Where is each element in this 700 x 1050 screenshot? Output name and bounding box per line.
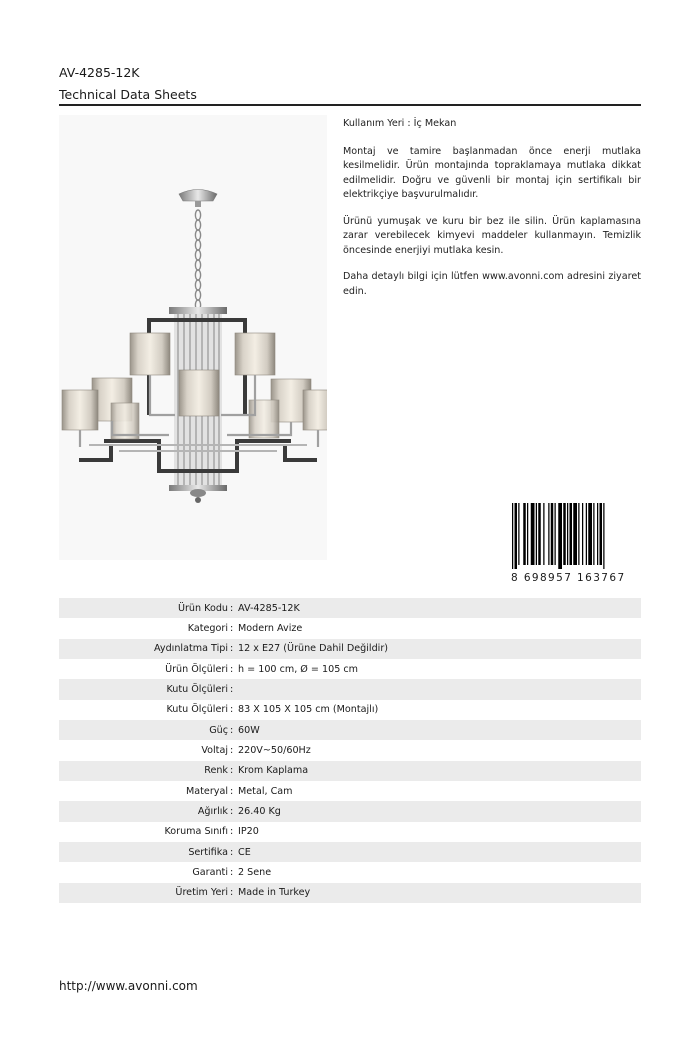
spec-label: Aydınlatma Tipi [154,643,228,655]
spec-label: Voltaj [201,745,228,757]
spec-separator: : [230,887,234,899]
spec-value: 26.40 Kg [238,806,281,818]
usage-info [343,117,641,311]
barcode-bars [511,503,641,569]
barcode-bar [600,503,603,565]
spec-separator: : [230,765,234,777]
barcode-bar [523,503,526,565]
spec-row [59,659,641,679]
spec-row [59,842,641,862]
spec-separator: : [230,643,234,655]
spec-row [59,679,641,699]
spec-separator: : [230,623,234,635]
barcode-bar [543,503,544,565]
spec-value: IP20 [238,826,259,838]
barcode-bar [603,503,604,569]
spec-row [59,822,641,842]
spec-label: Materyal [186,785,228,797]
barcode-bar [588,503,592,565]
spec-value: Metal, Cam [238,785,293,797]
chandelier-illustration [59,115,327,560]
spec-label: Koruma Sınıfı [164,826,228,838]
product-code: AV-4285-12K [59,65,140,80]
spec-label: Ağırlık [197,806,228,818]
header-divider [59,104,641,106]
spec-label: Üretim Yeri [175,887,228,899]
barcode-bar [573,503,577,565]
usage-location: Kullanım Yeri : İç Mekan [343,118,457,129]
barcode-bar [567,503,568,565]
spec-separator: : [230,867,234,879]
spec-separator: : [230,684,234,696]
barcode-bar [512,503,513,569]
spec-value: CE [238,846,251,858]
spec-label: Ürün Kodu [177,602,228,614]
spec-value: 220V~50/60Hz [238,745,311,757]
spec-value: Modern Avize [238,623,303,635]
spec-row [59,618,641,638]
info-paragraph: Daha detaylı bilgi için lütfen www.avonni.com adresini ziyaret edin. [343,271,641,297]
document-subtitle: Technical Data Sheets [59,87,197,102]
spec-row [59,639,641,659]
spec-separator: : [230,846,234,858]
spec-row [59,761,641,781]
barcode-bar [570,503,573,565]
barcode-bar [586,503,587,565]
barcode-bar [593,503,594,565]
spec-row [59,700,641,720]
barcode-digits: 8 698957 163767 [511,572,626,584]
spec-label: Renk [204,765,228,777]
spec-table [59,598,641,903]
spec-separator: : [230,602,234,614]
spec-label: Kategori [187,623,228,635]
spec-value: Made in Turkey [238,887,311,899]
spec-separator: : [230,745,234,757]
barcode-bar [531,503,535,565]
spec-row [59,862,641,882]
spec-separator: : [230,704,234,716]
info-paragraph: Ürünü yumuşak ve kuru bir bez ile silin. Ürün kaplamasına zarar verebilecek kimyevi maddeler kullanmayın. Temizlik öncesinde enerjiyi mutlaka kesin. [343,215,641,256]
info-paragraph: Montaj ve tamire başlanmadan önce enerji mutlaka kesilmelidir. Ürün montajında topraklamaya mutlaka dikkat edilmelidir. Doğru ve güvenli bir montaj için sertifikalı bir elektrikçiye başvurulmalıdır. [343,145,641,200]
barcode-bar [578,503,579,565]
product-image [59,115,327,560]
spec-label: Güç [209,724,228,736]
barcode-bar [597,503,598,565]
spec-separator: : [230,785,234,797]
barcode-bar [582,503,583,565]
spec-row [59,801,641,821]
barcode-bar [515,503,518,569]
barcode-bar [555,503,556,565]
spec-value: Krom Kaplama [238,765,309,777]
spec-value: 83 X 105 X 105 cm (Montajlı) [238,704,379,716]
spec-value: 12 x E27 (Ürüne Dahil Değildir) [238,643,389,655]
spec-row [59,720,641,740]
spec-label: Kutu Ölçüleri [166,704,228,716]
barcode-bar [563,503,566,565]
spec-label: Kutu Ölçüleri [166,684,228,696]
website-link[interactable]: http://www.avonni.com [59,979,198,993]
barcode-bar [518,503,519,565]
spec-row [59,883,641,903]
spec-row [59,781,641,801]
barcode-bar [551,503,554,565]
barcode [511,503,641,585]
spec-separator: : [230,663,234,675]
spec-label: Sertifika [188,846,228,858]
spec-value: h = 100 cm, Ø = 105 cm [238,663,358,675]
barcode-bar [538,503,541,565]
spec-label: Ürün Ölçüleri [165,663,228,675]
barcode-bar [527,503,528,565]
spec-value: 60W [238,724,260,736]
spec-row [59,598,641,618]
spec-label: Garanti [192,867,228,879]
spec-separator: : [230,724,234,736]
spec-separator: : [230,826,234,838]
spec-row [59,740,641,760]
spec-value: 2 Sene [238,867,272,879]
spec-value: AV-4285-12K [238,602,300,614]
header [59,66,641,102]
spec-separator: : [230,806,234,818]
barcode-bar [548,503,549,565]
barcode-bar [558,503,562,569]
barcode-bar [536,503,537,565]
